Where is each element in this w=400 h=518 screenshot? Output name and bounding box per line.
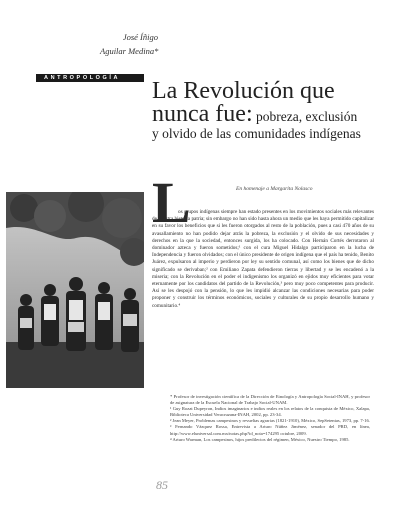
- body-paragraph: os grupos indígenas siempre han estado presentes en los movimientos sociales más relevantes de nuestra historia patria; sin embargo no han sido hasta ahora un medio que les haya permitido capitalizar en su favor los beneficios que si les fueron otorgados al resto de la población, pues a casi 470 años de su avasallamiento no han podido dejar atrás la pobreza, la exclusión y el olvido de sus necesidades y derechos en la que la sociedad, entonces surgida, los ha colocado. Con Hernán Cortés derrotaron al dominador azteca y fueron sometidos;¹ con el cura Miguel Hidalgo participaron en la lucha de Independencia y fueron olvidados; con el único presidente de origen indígena que el país ha tenido, Benito Juárez, expulsaron al imperio y perdieron por ley su sentido comunal, así como los bienes que de dicho significado se derivaban;² con Emiliano Zapata defendieron tierras y libertad y se les encadenó a la miseria; con la Revolución en el poder el indigenismo los organizó en ejidos muy eficientes para votar eternamente por los candidatos del partido de la Revolución,³ pero muy poco competentes para producir. Así se les despojó con la pensión, lo que les impidió alcanzar las condiciones necesarias para poder proponer y construir los términos económicos, sociales y culturales de su propio desarrollo humano y comunitario.⁴: [152, 209, 374, 309]
- author-line-1: José Íñigo: [122, 32, 158, 42]
- page-number: 85: [156, 478, 168, 492]
- footnote: ⁴ Arturo Warman, Los campesinos, hijos predilectos del régimen, México, Nuestro Tiempo, 1985.: [170, 436, 350, 442]
- footnote: ³ Fernando Vázquez Rossa, Entrevista a Arturo Núñez Jiménez, senador del PRD, en línea, http://www.eluniversal.com.mx/notas.php?id_nota=174295 octubre, 2009.: [170, 424, 370, 436]
- footnote: * Profesor de investigación científica de la Dirección de Etnología y Antropología Social-INAH, y profesor de asignatura de la Escuela Nacional de Trabajo Social-UNAM.: [170, 394, 370, 406]
- authors: [100, 30, 158, 58]
- epigraph: En homenaje a Margarita Nolasco: [236, 186, 313, 192]
- footnote: ¹ Guy Rozat Dupeyron, Indios imaginarios e indios reales en los relatos de la conquista de México, Xalapa, Biblioteca Universidad Veracruzana-INAH, 2002, pp. 23-34.: [170, 406, 370, 418]
- title-main: La Revolución que nunca fue: [152, 78, 335, 127]
- section-band: ANTROPOLOGÍA: [36, 74, 144, 82]
- title-tail: pobreza, exclusión: [252, 109, 358, 124]
- title-rest: y olvido de las comunidades indígenas: [152, 126, 361, 141]
- body-text: [152, 209, 374, 310]
- footnote: ² Jean Meyer, Problemas campesinos y revueltas agrarias (1821-1910), México, SepSetentas, 1973, pp. 7-16.: [170, 418, 370, 424]
- article-title: [152, 80, 370, 142]
- photo-illustration: [6, 192, 144, 388]
- article-photo: [6, 192, 144, 388]
- footnotes: [170, 394, 370, 443]
- author-line-2: Aguilar Medina*: [100, 46, 159, 56]
- title-first-lines: [152, 80, 370, 126]
- title-colon: :: [245, 101, 253, 127]
- drop-cap: L: [152, 170, 191, 235]
